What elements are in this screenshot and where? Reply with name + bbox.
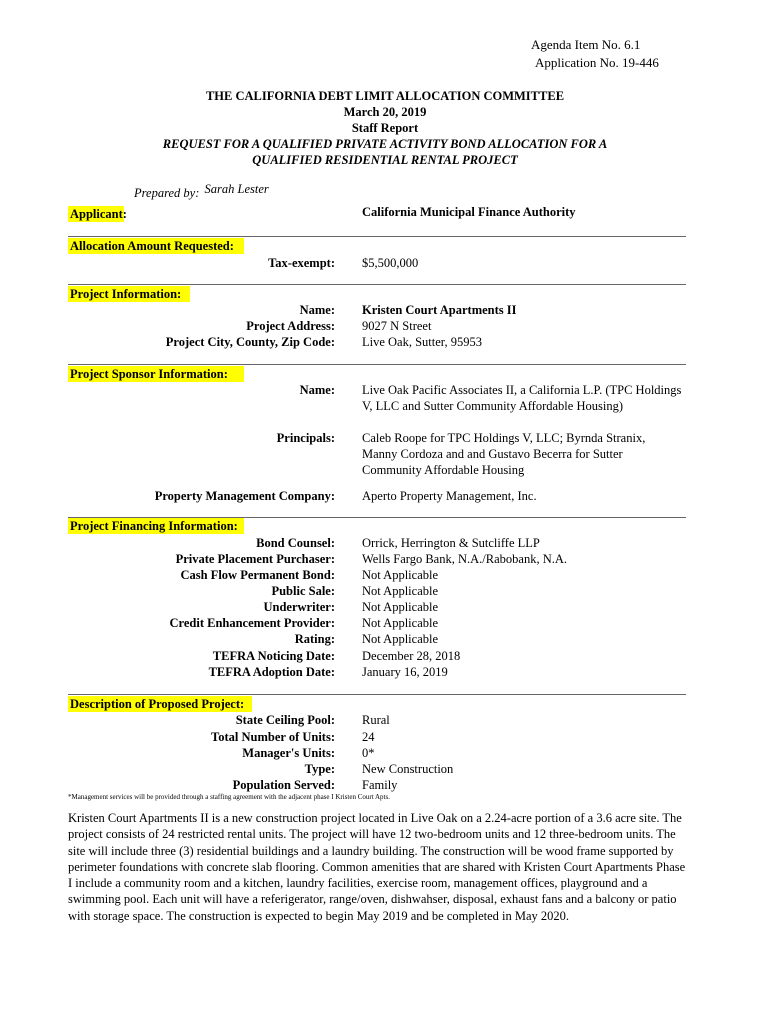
project-description: Kristen Court Apartments II is a new construction project located in Live Oak on a 2.24-acre portion of a 3.6 acre site. The project consists of 24 restricted rental units. The project will have 12 two-bedroom units and 12 three-bedroom units. The site will include three (3) residential buildings and a laundry building. The construction will be wood frame supported by perimeter foundations with concrete slab flooring. Common amenities that are shared with Kristen Court Apartments Phase I include a community room and a kitchen, laundry facilities, exercise room, management offices, playground and a swimming pool. Each unit will have a referigerator, range/oven, dishwahser, disposal, exhaust fans and a balcony or patio with storage space. The construction is expected to begin May 2019 and be completed in May 2020.	[68, 811, 686, 923]
bond-counsel-value: Orrick, Herrington & Sutcliffe LLP	[362, 536, 540, 550]
total-units-label: Total Number of Units:	[211, 730, 335, 744]
type-label: Type:	[304, 762, 335, 776]
allocation-heading: Allocation Amount Requested:	[68, 238, 244, 254]
private-placement-label: Private Placement Purchaser:	[175, 552, 335, 566]
sponsor-name-value: Live Oak Pacific Associates II, a California L.P. (TPC Holdings V, LLC and Sutter Community Affordable Housing)	[362, 383, 682, 413]
preparer-name: Sarah Lester	[204, 182, 269, 196]
total-units-value: 24	[362, 730, 375, 744]
principals-label: Principals:	[276, 431, 335, 445]
applicant-value: California Municipal Finance Authority	[362, 205, 576, 219]
underwriter-label: Underwriter:	[263, 600, 335, 614]
committee-title: THE CALIFORNIA DEBT LIMIT ALLOCATION COMMITTEE	[205, 89, 565, 103]
underwriter-value: Not Applicable	[362, 600, 439, 614]
project-city-label: Project City, County, Zip Code:	[165, 335, 335, 349]
private-placement-value: Wells Fargo Bank, N.A./Rabobank, N.A.	[362, 552, 567, 566]
application-value: 19-446	[622, 55, 659, 70]
prepared-by	[134, 182, 269, 201]
rating-label: Rating:	[294, 632, 335, 646]
request-title-line2: QUALIFIED RESIDENTIAL RENTAL PROJECT	[252, 153, 518, 167]
tefra-adoption-label: TEFRA Adoption Date:	[208, 665, 335, 679]
divider	[68, 364, 686, 365]
bond-counsel-label: Bond Counsel:	[256, 536, 335, 550]
tefra-noticing-value: December 28, 2018	[362, 649, 461, 663]
state-ceiling-pool-value: Rural	[362, 713, 390, 727]
project-name-value: Kristen Court Apartments II	[362, 303, 517, 317]
sponsor-heading: Project Sponsor Information:	[68, 366, 244, 382]
tax-exempt-value: $5,500,000	[362, 256, 419, 270]
report-date: March 20, 2019	[343, 105, 427, 119]
credit-enhancement-label: Credit Enhancement Provider:	[169, 616, 335, 630]
project-name-label: Name:	[299, 303, 335, 317]
divider	[68, 236, 686, 237]
project-address-value: 9027 N Street	[362, 319, 432, 333]
credit-enhancement-value: Not Applicable	[362, 616, 439, 630]
sponsor-name-label: Name:	[299, 383, 335, 397]
application-label: Application No.	[535, 55, 619, 70]
project-address-label: Project Address:	[246, 319, 335, 333]
managers-units-value: 0*	[362, 746, 375, 760]
cash-flow-label: Cash Flow Permanent Bond:	[180, 568, 335, 582]
request-title-line1: REQUEST FOR A QUALIFIED PRIVATE ACTIVITY BOND ALLOCATION FOR A	[162, 137, 608, 151]
agenda-label: Agenda Item No.	[531, 37, 621, 52]
agenda-value: 6.1	[624, 37, 641, 52]
agenda-item	[531, 37, 640, 53]
prepared-label: Prepared by:	[134, 186, 200, 200]
applicant-heading: Applicant:	[70, 207, 127, 221]
project-city-value: Live Oak, Sutter, 95953	[362, 335, 482, 349]
property-management-value: Aperto Property Management, Inc.	[362, 489, 537, 503]
report-type: Staff Report	[351, 121, 419, 135]
tefra-noticing-label: TEFRA Noticing Date:	[212, 649, 335, 663]
rating-value: Not Applicable	[362, 632, 439, 646]
divider	[68, 284, 686, 285]
application-number	[535, 55, 659, 71]
financing-heading: Project Financing Information:	[68, 518, 244, 534]
footnote: *Management services will be provided through a staffing agreement with the adjacent phase I Kristen Court Apts.	[68, 793, 390, 801]
public-sale-value: Not Applicable	[362, 584, 439, 598]
state-ceiling-pool-label: State Ceiling Pool:	[235, 713, 335, 727]
type-value: New Construction	[362, 762, 454, 776]
divider	[68, 694, 686, 695]
tefra-adoption-value: January 16, 2019	[362, 665, 448, 679]
population-served-value: Family	[362, 778, 398, 792]
cash-flow-value: Not Applicable	[362, 568, 439, 582]
project-info-heading: Project Information:	[68, 286, 190, 302]
managers-units-label: Manager's Units:	[242, 746, 335, 760]
tax-exempt-label: Tax-exempt:	[268, 256, 335, 270]
population-served-label: Population Served:	[232, 778, 335, 792]
principals-value: Caleb Roope for TPC Holdings V, LLC; Byrnda Stranix, Manny Cordoza and and Gustavo Becerra for Sutter Community Affordable Housing	[362, 431, 646, 477]
public-sale-label: Public Sale:	[271, 584, 335, 598]
description-heading: Description of Proposed Project:	[68, 696, 252, 712]
property-management-label: Property Management Company:	[154, 489, 335, 503]
